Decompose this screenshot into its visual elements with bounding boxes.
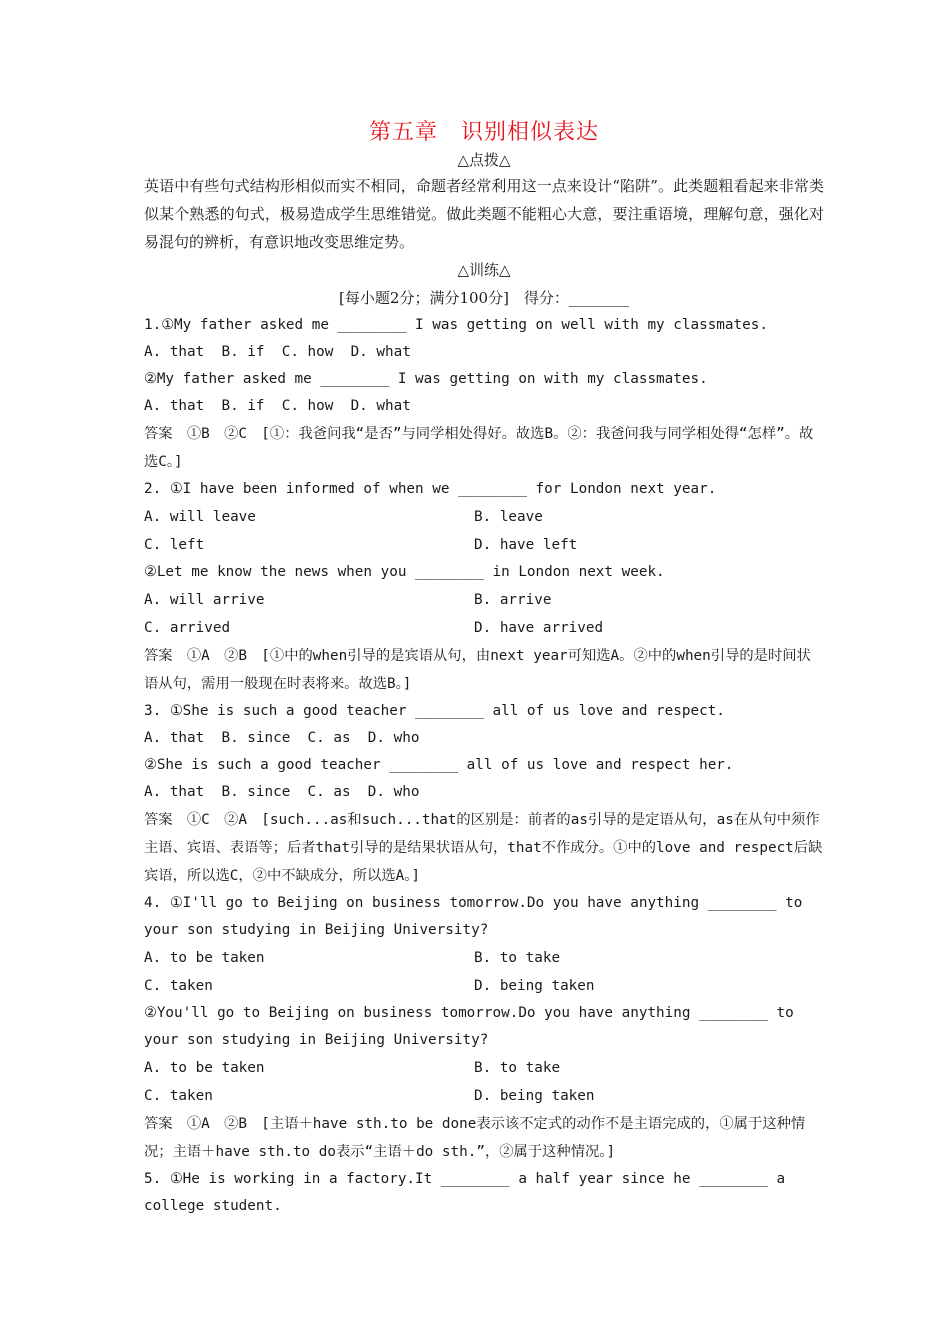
question-5 <box>144 1166 824 1220</box>
q1-answer: 答案 ①B ②C [①：我爸问我“是否”与同学相处得好。故选B。②：我爸问我与同学相处得“怎样”。故选C。] <box>144 426 814 470</box>
q2-b-option-b: B. arrive <box>474 592 552 608</box>
q1-options-b: A. that B. if C. how D. what <box>144 398 411 414</box>
q4-sentence-b-line1: ②You'll go to Beijing on business tomorrow.Do you have anything ________ to <box>144 1005 794 1021</box>
q4-b-option-c: C. taken <box>144 1088 213 1104</box>
q3-answer: 答案 ①C ②A [such...as和such...that的区别是：前者的as引导的是定语从句，as在从句中须作主语、宾语、表语等；后者that引导的是结果状语从句，that不作成分。①中的love and respect后缺宾语，所以选C，②中不缺成分，所以选A。] <box>144 812 823 884</box>
q4-a-option-c: C. taken <box>144 978 213 994</box>
q4-a-option-b: B. to take <box>474 950 561 966</box>
q4-answer: 答案 ①A ②B [主语＋have sth.to be done表示该不定式的动作不是主语完成的，①属于这种情况；主语＋have sth.to do表示“主语＋do sth.”，②属于这种情况。] <box>144 1116 806 1160</box>
question-2 <box>144 476 824 698</box>
q2-a-option-b: B. leave <box>474 509 543 525</box>
q5-sentence-a-line2: college student. <box>144 1198 282 1214</box>
tip-text: 英语中有些句式结构形相似而实不相同，命题者经常利用这一点来设计“陷阱”。此类题粗看起来非常类似某个熟悉的句式，极易造成学生思维错觉。做此类题不能粗心大意，要注重语境，理解句意，强化对易混句的辨析，有意识地改变思维定势。 <box>144 177 824 251</box>
q4-a-option-d: D. being taken <box>474 978 595 994</box>
q4-options-b-row1 <box>144 1054 824 1082</box>
q4-b-option-a: A. to be taken <box>144 1060 265 1076</box>
document-page <box>144 118 824 1220</box>
score-line: [每小题2分；满分100分] 得分：________ <box>339 289 629 307</box>
q3-options-b: A. that B. since C. as D. who <box>144 784 420 800</box>
page-title: 第五章 识别相似表达 <box>368 120 599 145</box>
q4-sentence-a-line2: your son studying in Beijing University? <box>144 922 489 938</box>
q1-sentence-b: ②My father asked me ________ I was getting on with my classmates. <box>144 371 708 387</box>
q2-options-b-row1 <box>144 586 824 614</box>
q4-sentence-b-line2: your son studying in Beijing University? <box>144 1032 489 1048</box>
q2-sentence-a: 2. ①I have been informed of when we ________ for London next year. <box>144 481 717 497</box>
q4-b-option-d: D. being taken <box>474 1088 595 1104</box>
tip-header: △点拨△ <box>457 151 511 169</box>
q2-a-option-c: C. left <box>144 537 205 553</box>
question-1 <box>144 312 824 476</box>
q3-sentence-a: 3. ①She is such a good teacher ________ all of us love and respect. <box>144 703 725 719</box>
q2-options-a-row1 <box>144 503 824 531</box>
q2-a-option-a: A. will leave <box>144 509 256 525</box>
q4-b-option-b: B. to take <box>474 1060 561 1076</box>
q2-options-a-row2 <box>144 531 824 559</box>
q1-sentence-a: 1.①My father asked me ________ I was getting on well with my classmates. <box>144 317 768 333</box>
q3-sentence-b: ②She is such a good teacher ________ all of us love and respect her. <box>144 757 734 773</box>
q4-options-a-row1 <box>144 944 824 972</box>
q2-a-option-d: D. have left <box>474 537 578 553</box>
train-header: △训练△ <box>457 261 511 279</box>
q5-sentence-a-line1: 5. ①He is working in a factory.It ________ a half year since he ________ a <box>144 1171 786 1187</box>
question-3 <box>144 698 824 890</box>
q4-a-option-a: A. to be taken <box>144 950 265 966</box>
q4-options-b-row2 <box>144 1082 824 1110</box>
q4-sentence-a-line1: 4. ①I'll go to Beijing on business tomorrow.Do you have anything ________ to <box>144 895 803 911</box>
q1-options-a: A. that B. if C. how D. what <box>144 344 411 360</box>
q2-sentence-b: ②Let me know the news when you ________ in London next week. <box>144 564 665 580</box>
q4-options-a-row2 <box>144 972 824 1000</box>
question-4 <box>144 890 824 1166</box>
q2-b-option-d: D. have arrived <box>474 620 604 636</box>
q2-b-option-c: C. arrived <box>144 620 231 636</box>
q2-b-option-a: A. will arrive <box>144 592 265 608</box>
q3-options-a: A. that B. since C. as D. who <box>144 730 420 746</box>
q2-answer: 答案 ①A ②B [①中的when引导的是宾语从句，由next year可知选A。②中的when引导的是时间状语从句，需用一般现在时表将来。故选B。] <box>144 648 811 692</box>
q2-options-b-row2 <box>144 614 824 642</box>
